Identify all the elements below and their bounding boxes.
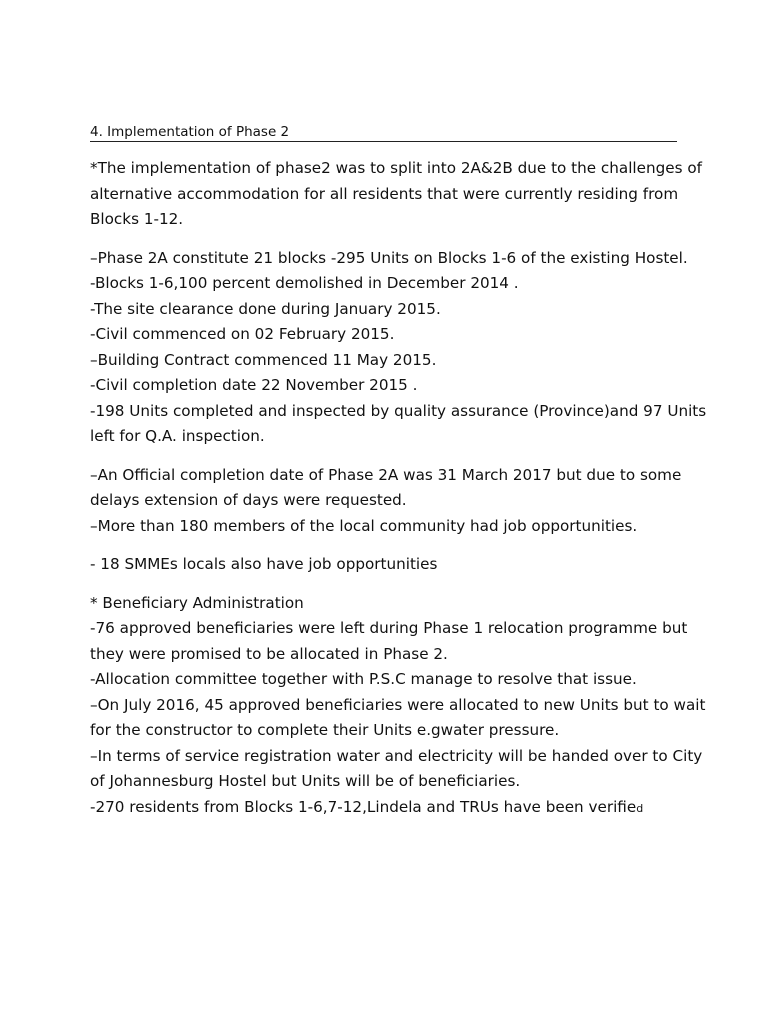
- document-body: [90, 156, 707, 834]
- text-line: delays extension of days were requested.: [90, 491, 407, 509]
- paragraph-beneficiary-admin: [90, 591, 706, 822]
- paragraph-completion: [90, 463, 690, 540]
- text-line: -76 approved beneficiaries were left during Phase 1 relocation programme but: [90, 619, 688, 637]
- text-line: –More than 180 members of the local community had job opportunities.: [90, 516, 638, 535]
- text-line: *The implementation of phase2 was to split into 2A&2B due to the challenges of: [90, 159, 702, 177]
- text-line: Blocks 1-12.: [90, 210, 184, 228]
- text-line: * Beneficiary Administration: [90, 593, 304, 612]
- text-line: left for Q.A. inspection.: [90, 427, 265, 445]
- text-line: –Phase 2A constitute 21 blocks -295 Units on Blocks 1-6 of the existing Hostel.: [90, 248, 688, 267]
- text-line-last-main: -270 residents from Blocks 1-6,7-12,Lindela and TRUs have been verifie: [90, 797, 637, 816]
- text-line: alternative accommodation for all residents that were currently residing from: [90, 184, 679, 203]
- text-line: -Civil completion date 22 November 2015 .: [90, 376, 418, 394]
- text-line: -198 Units completed and inspected by quality assurance (Province)and 97 Units: [90, 401, 707, 420]
- text-line-last: [90, 795, 690, 822]
- paragraph-smmes: [90, 552, 690, 578]
- text-line: –On July 2016, 45 approved beneficiaries were allocated to new Units but to wait: [90, 695, 706, 714]
- paragraph-intro: [90, 156, 702, 233]
- text-line: –Building Contract commenced 11 May 2015.: [90, 350, 437, 369]
- text-line: -Civil commenced on 02 February 2015.: [90, 325, 395, 343]
- text-line: –An Official completion date of Phase 2A was 31 March 2017 but due to some: [90, 465, 682, 484]
- text-line: of Johannesburg Hostel but Units will be of beneficiaries.: [90, 772, 521, 790]
- text-line: for the constructor to complete their Units e.gwater pressure.: [90, 721, 560, 739]
- text-line-last-tail: d: [636, 801, 644, 815]
- paragraph-phase-2a: [90, 246, 707, 450]
- text-line: -Allocation committee together with P.S.C manage to resolve that issue.: [90, 670, 637, 688]
- text-line: -Blocks 1-6,100 percent demolished in December 2014 .: [90, 274, 519, 292]
- text-line: they were promised to be allocated in Phase 2.: [90, 644, 448, 663]
- text-line: –In terms of service registration water and electricity will be handed over to City: [90, 746, 703, 765]
- text-line: - 18 SMMEs locals also have job opportunities: [90, 555, 438, 573]
- text-line: -The site clearance done during January 2015.: [90, 299, 441, 318]
- section-heading: 4. Implementation of Phase 2: [90, 124, 677, 142]
